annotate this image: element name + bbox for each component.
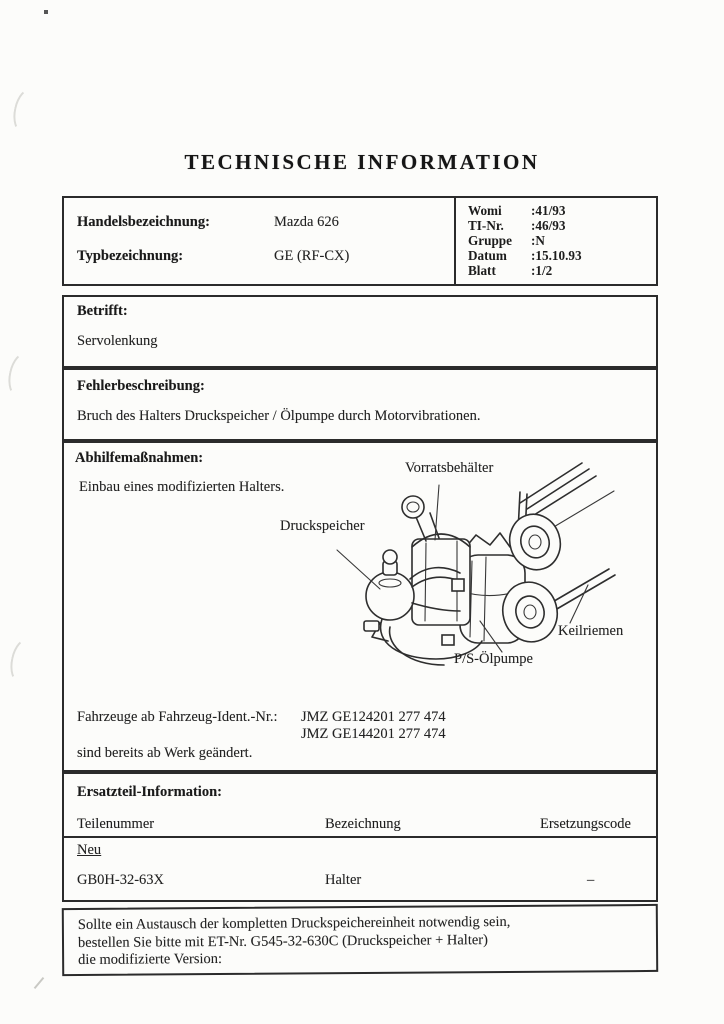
diagram-label-accumulator: Druckspeicher — [280, 518, 365, 534]
scan-artifact-speck — [44, 10, 48, 14]
meta-row-datum — [468, 248, 656, 263]
vin-number-1: JMZ GE124201 277 474 — [301, 709, 446, 725]
section-label: Betrifft: — [77, 303, 128, 319]
meta-key: Gruppe — [468, 233, 512, 248]
diagram-label-belt: Keilriemen — [558, 623, 624, 639]
column-header-teilenummer: Teilenummer — [77, 816, 155, 832]
scan-artifact-punch-hole-bottom — [7, 636, 42, 686]
diagram-label-pump: P/S-Ölpumpe — [454, 651, 533, 667]
meta-key: TI-Nr. — [468, 218, 504, 233]
section-text: Einbau eines modifizierten Halters. — [79, 479, 285, 495]
scan-artifact-punch-hole-middle — [5, 350, 40, 400]
meta-row-womi — [468, 203, 656, 218]
meta-value: :41/93 — [531, 203, 566, 218]
meta-value: :46/93 — [531, 218, 566, 233]
footer-line-3: die modifizierte Version: — [78, 950, 223, 968]
accumulator-sphere — [364, 550, 414, 641]
diagram-label-reservoir: Vorratsbehälter — [405, 460, 494, 476]
field-label-typbezeichnung: Typbezeichnung: — [77, 248, 184, 264]
scan-artifact-mark — [34, 977, 45, 989]
cell-ersetzungscode: – — [587, 872, 595, 888]
vin-number-2: JMZ GE144201 277 474 — [301, 726, 446, 742]
section-label: Fehlerbeschreibung: — [77, 378, 205, 394]
header-meta-cell — [454, 198, 656, 284]
scan-artifact-punch-hole-top — [10, 86, 45, 136]
footer-line-2: bestellen Sie bitte mit ET-Nr. G545-32-630C (Druckspeicher + Halter) — [77, 931, 488, 951]
cell-bezeichnung: Halter — [325, 872, 362, 888]
cell-teilenummer: GB0H-32-63X — [77, 872, 164, 888]
meta-row-gruppe — [468, 233, 656, 248]
section-fehlerbeschreibung — [62, 368, 658, 441]
meta-key: Blatt — [468, 263, 496, 278]
header-table — [62, 196, 658, 286]
section-text: Bruch des Halters Druckspeicher / Ölpumpe durch Motorvibrationen. — [77, 408, 481, 424]
field-value-typbezeichnung: GE (RF-CX) — [274, 248, 350, 264]
table-header-rule — [64, 836, 656, 838]
column-header-ersetzungscode: Ersetzungscode — [540, 816, 631, 832]
section-label: Abhilfemaßnahmen: — [75, 450, 204, 466]
meta-key: Womi — [468, 203, 502, 218]
meta-value: :1/2 — [531, 263, 553, 278]
footer-note — [62, 904, 658, 976]
footer-line-1: Sollte ein Austausch der kompletten Druckspeichereinheit notwendig sein, — [77, 913, 511, 933]
section-label: Ersatzteil-Information: — [77, 784, 222, 800]
field-value-handelsbezeichnung: Mazda 626 — [274, 214, 339, 230]
section-ersatzteil-information — [62, 772, 658, 902]
section-abhilfemassnahmen — [62, 441, 658, 772]
vin-suffix: sind bereits ab Werk geändert. — [77, 745, 253, 761]
meta-value: :15.10.93 — [531, 248, 582, 263]
meta-row-blatt — [468, 263, 656, 278]
section-betrifft — [62, 295, 658, 368]
meta-key: Datum — [468, 248, 507, 263]
group-label-neu: Neu — [77, 842, 102, 858]
vin-prefix: Fahrzeuge ab Fahrzeug-Ident.-Nr.: — [77, 709, 278, 725]
page-title: TECHNISCHE INFORMATION — [184, 150, 540, 174]
meta-value: :N — [531, 233, 545, 248]
column-header-bezeichnung: Bezeichnung — [325, 816, 401, 832]
section-text: Servolenkung — [77, 333, 158, 349]
meta-row-ti-nr — [468, 218, 656, 233]
field-label-handelsbezeichnung: Handelsbezeichnung: — [77, 214, 210, 230]
